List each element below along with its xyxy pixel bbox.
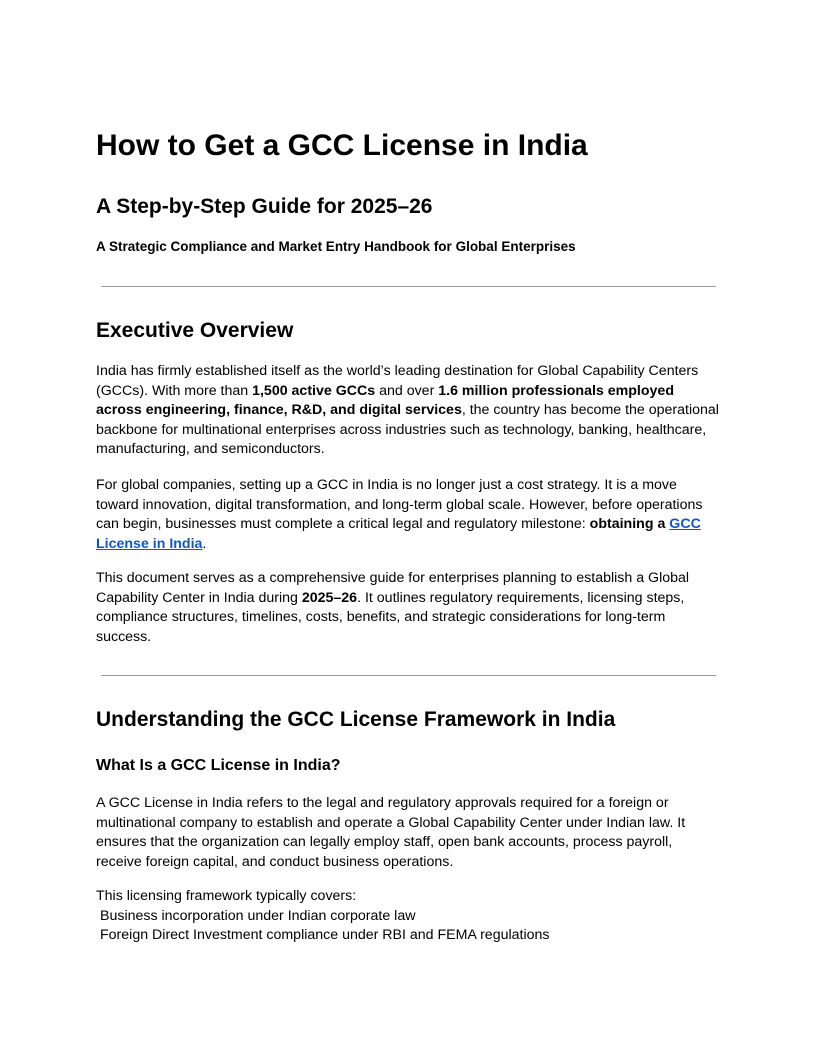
text-run: India has firmly established itself as the world’s leading destination for Global Capability Centers (GCCs). With more than — [96, 363, 699, 399]
paragraph-framework-1: A GCC License in India refers to the legal and regulatory approvals required for a foreign or multinational company to establish and operate a Global Capability Center under Indian law. It ensures that the organization can legally employ staff, open bank accounts, process payroll, receive foreign capital, and conduct business operations. — [96, 795, 686, 870]
horizontal-divider — [101, 675, 716, 676]
bold-text: obtaining a — [589, 516, 670, 532]
text-run: . — [202, 535, 207, 552]
text-run: and over — [375, 382, 439, 399]
gcc-license-link[interactable]: GCC License in India — [96, 516, 701, 552]
tagline: A Strategic Compliance and Market Entry Handbook for Global Enterprises — [96, 239, 576, 254]
bold-text: 1.6 million professionals employed across engineering, finance, R&D, and digital services — [96, 382, 674, 418]
section-heading-executive-overview: Executive Overview — [96, 319, 294, 342]
paragraph-executive-3 — [96, 569, 720, 647]
bold-text: 2025–26 — [301, 589, 358, 606]
subsection-heading: What Is a GCC License in India? — [96, 757, 341, 774]
list-item: Business incorporation under Indian corporate law — [100, 907, 416, 924]
bold-text: 1,500 active GCCs — [252, 382, 376, 399]
text-run: This document serves as a comprehensive guide for enterprises planning to establish a Global Capability Center in India during — [96, 570, 690, 606]
paragraph-framework-2 — [96, 887, 720, 946]
page-title: How to Get a GCC License in India — [96, 129, 588, 162]
text-run: . It outlines regulatory requirements, licensing steps, compliance structures, timelines, costs, benefits, and strategic considerations for long-term success. — [96, 589, 685, 645]
list-item: Foreign Direct Investment compliance under RBI and FEMA regulations — [100, 927, 550, 943]
section-heading-framework: Understanding the GCC License Framework in India — [96, 708, 616, 731]
page-subtitle: A Step-by-Step Guide for 2025–26 — [96, 195, 433, 218]
paragraph-executive-1 — [96, 362, 720, 460]
list-intro: This licensing framework typically covers: — [96, 888, 357, 904]
text-run: For global companies, setting up a GCC in India is no longer just a cost strategy. It is a move toward innovation, digital transformation, and long-term global scale. However, before operations can begin, businesses must complete a critical legal and regulatory milestone: — [96, 477, 703, 532]
text-run: , the country has become the operational backbone for multinational enterprises across industries such as technology, banking, healthcare, manufacturing, and semiconductors. — [96, 402, 719, 457]
paragraph-executive-2 — [96, 476, 720, 554]
horizontal-divider — [101, 286, 716, 287]
